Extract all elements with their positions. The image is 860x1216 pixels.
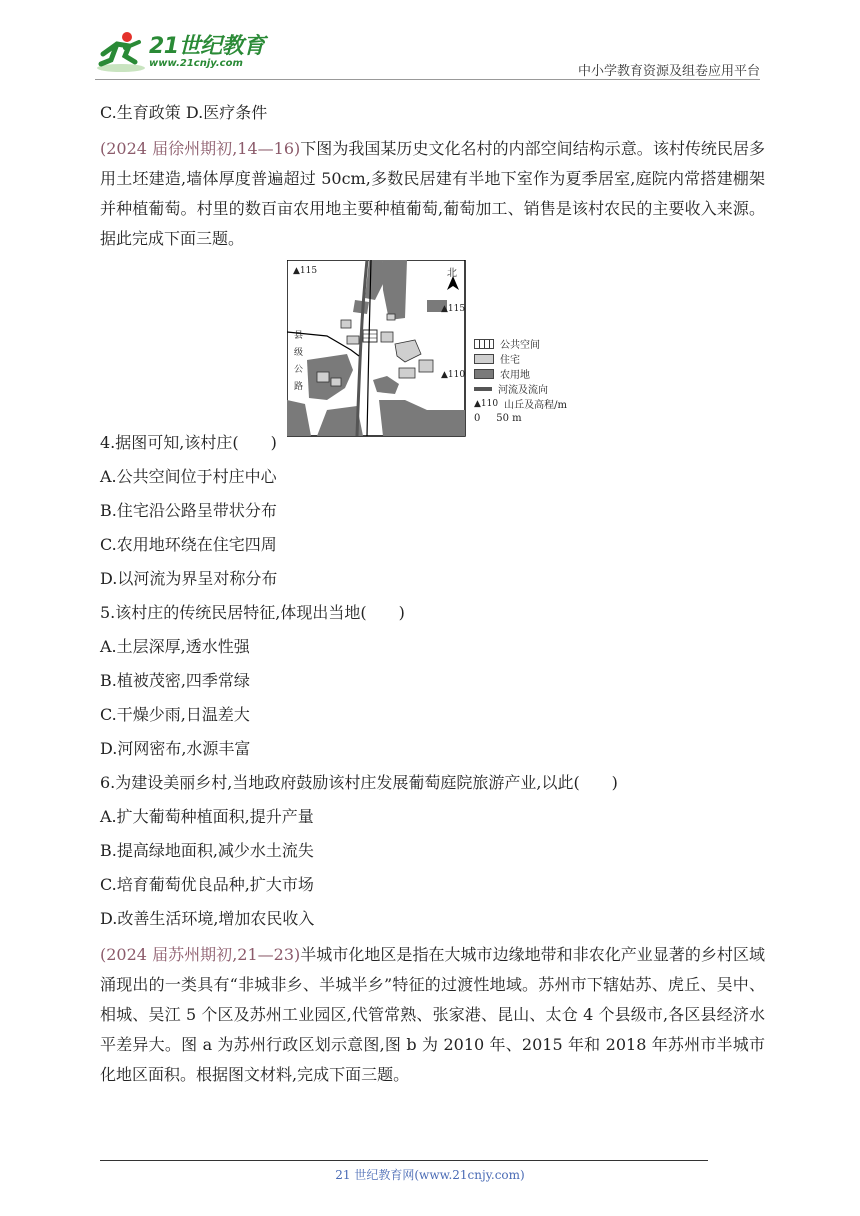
question-6-option-a: A.扩大葡萄种植面积,提升产量 [100,807,314,826]
passage-1-text: 下图为我国某历史文化名村的内部空间结构示意。该村传统民居多用土坯建造,墙体厚度普遍超过 50cm,多数民居建有半地下室作为夏季居室,庭院内常搭建棚架并种植葡萄。村里的数百亩农用地主要种植葡萄,葡萄加工、销售是该村农民的主要收入来源。据此完成下面三题。 [100,139,765,248]
question-4-option-b: B.住宅沿公路呈带状分布 [100,501,277,520]
logo-title: 21世纪教育 [149,33,265,59]
map-legend [474,336,567,426]
question-5 [100,600,765,762]
question-5-stem: 5.该村庄的传统民居特征,体现出当地( ) [100,603,405,622]
legend-label: 农用地 [500,370,530,381]
question-6-option-d: D.改善生活环境,增加农民收入 [100,909,315,928]
elevation-label-nw: ▲115 [293,266,318,276]
map-scale [474,411,567,426]
question-5-option-b: B.植被茂密,四季常绿 [100,671,250,690]
legend-label: 山丘及高程/m [504,400,567,411]
scale-label: 0 50 m [474,413,522,424]
legend-item-farmland [474,366,567,381]
passage-1-source: (2024 届徐州期初,14—16) [100,139,301,158]
legend-label: 住宅 [500,355,520,366]
question-5-option-a: A.土层深厚,透水性强 [100,637,250,656]
north-label: 北 [447,268,457,279]
legend-item-housing [474,351,567,366]
road-label: 县级公路 [292,330,302,398]
runner-logo-icon [95,30,147,74]
main-content [100,100,765,1096]
hill-icon: ▲110 [474,398,499,409]
page-footer: 21 世纪教育网(www.21cnjy.com) [335,1168,525,1182]
previous-options: C.生育政策 D.医疗条件 [100,103,268,122]
legend-label: 公共空间 [500,340,540,351]
passage-2-text: 半城市化地区是指在大城市边缘地带和非农化产业显著的乡村区域涌现出的一类具有“非城非乡、半城半乡”特征的过渡性地域。苏州市下辖姑苏、虎丘、吴中、相城、吴江 5 个区及苏州工业园区,代管常熟、张家港、昆山、太仓 4 个县级市,各区县经济水平差异大。图 a 为苏州行政区划示意图,图 b 为 2010 年、2015 年和 2018 年苏州市半城市化地区面积。根据图文材料,完成下面三题。 [100,945,765,1084]
page-header [95,30,760,80]
legend-swatch [474,354,494,364]
legend-swatch [474,339,494,349]
header-divider [95,79,760,80]
question-4-option-d: D.以河流为界呈对称分布 [100,569,278,588]
passage-2-source: (2024 届苏州期初,21—23) [100,945,301,964]
logo-url: www.21cnjy.com [149,57,243,69]
question-4-option-c: C.农用地环绕在住宅四周 [100,535,277,554]
question-4-stem: 4.据图可知,该村庄( ) [100,433,277,452]
logo [95,30,265,74]
footer-divider [100,1160,708,1161]
passage-1 [100,134,765,254]
elevation-label-ne: ▲115 [441,304,466,314]
question-6-option-b: B.提高绿地面积,减少水土流失 [100,841,314,860]
legend-swatch [474,387,492,391]
legend-item-hill [474,396,567,411]
passage-2 [100,940,765,1090]
legend-swatch [474,369,494,379]
north-arrow-icon [447,276,459,290]
question-6 [100,770,765,932]
village-map-drawing [287,260,467,438]
question-6-stem: 6.为建设美丽乡村,当地政府鼓励该村庄发展葡萄庭院旅游产业,以此( ) [100,773,618,792]
question-6-option-c: C.培育葡萄优良品种,扩大市场 [100,875,314,894]
legend-label: 河流及流向 [498,385,548,396]
legend-item-river [474,381,567,396]
question-4-option-a: A.公共空间位于村庄中心 [100,467,277,486]
elevation-label-e: ▲110 [441,370,466,380]
legend-item-public-space [474,336,567,351]
question-5-option-c: C.干燥少雨,日温差大 [100,705,250,724]
question-5-option-d: D.河网密布,水源丰富 [100,739,251,758]
question-4 [100,430,765,592]
header-tagline: 中小学教育资源及组卷应用平台 [577,64,760,79]
